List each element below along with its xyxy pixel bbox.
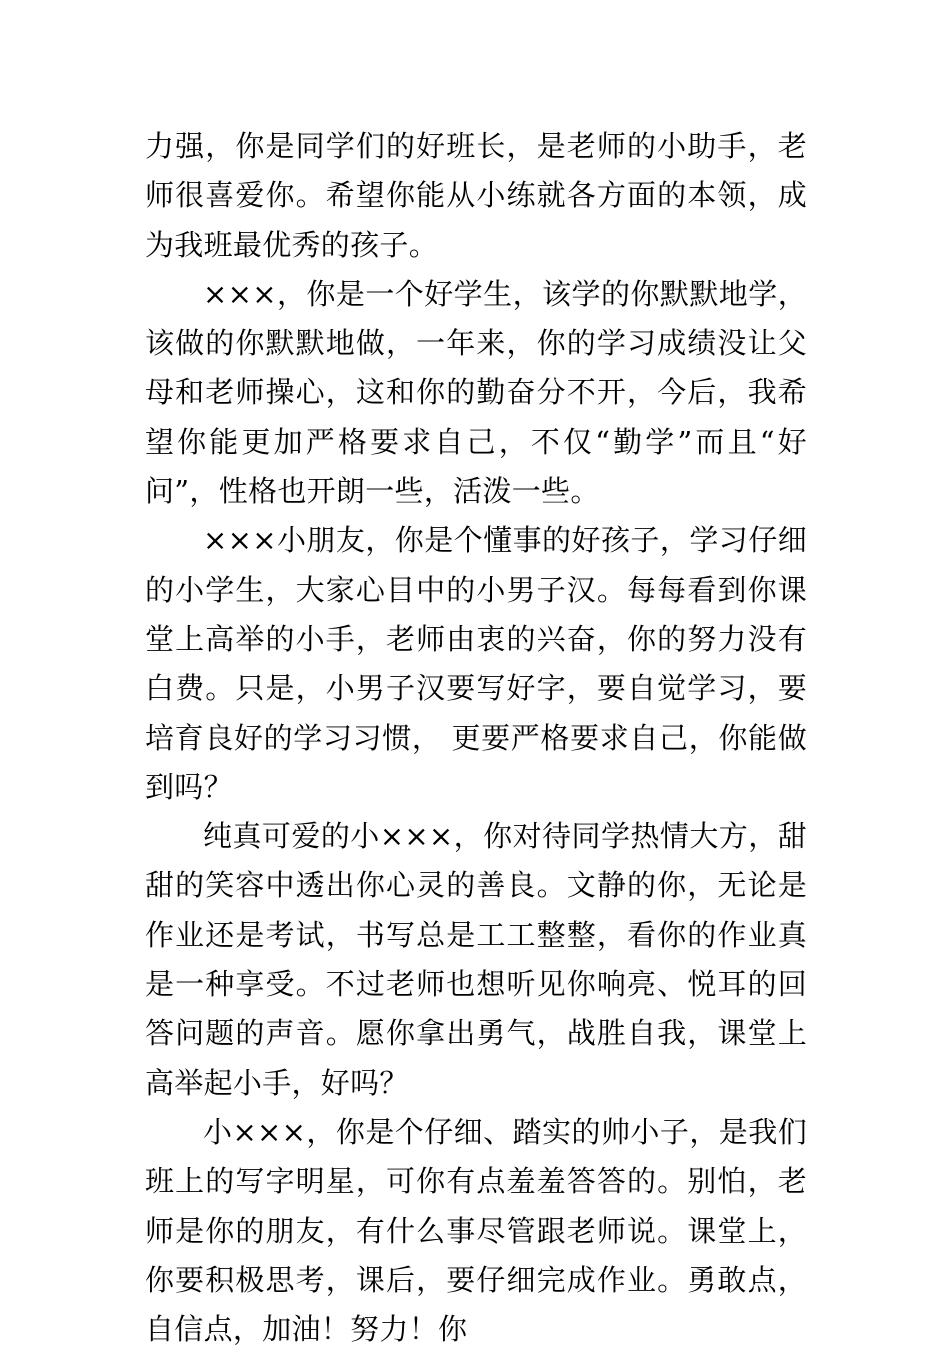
- paragraph-comment-2: ×××，你是一个好学生，该学的你默默地学，该做的你默默地做，一年来，你的学习成绩没让父母和老师操心，这和你的勤奋分不开，今后，我希望你能更加严格要求自己，不仅“勤学”而且“好问”，性格也开朗一些，活泼一些。: [145, 276, 807, 509]
- paragraph-continued: 力强，你是同学们的好班长，是老师的小助手，老师很喜爱你。希望你能从小练就各方面的本领，成为我班最优秀的孩子。: [145, 129, 807, 262]
- paragraph-comment-4: 纯真可爱的小×××，你对待同学热情大方，甜甜的笑容中透出你心灵的善良。文静的你，无论是作业还是考试，书写总是工工整整，看你的作业真是一种享受。不过老师也想听见你响亮、悦耳的回答问题的声音。愿你拿出勇气，战胜自我，课堂上高举起小手，好吗？: [145, 819, 807, 1100]
- document-body: [145, 122, 807, 1354]
- paragraph-comment-3: ×××小朋友，你是个懂事的好孩子，学习仔细的小学生，大家心目中的小男子汉。每每看到你课堂上高举的小手，老师由衷的兴奋，你的努力没有白费。只是，小男子汉要写好字，要自觉学习，要培育良好的学习习惯， 更要严格要求自己，你能做到吗？: [145, 523, 807, 804]
- paragraph-comment-5: 小×××，你是个仔细、踏实的帅小子，是我们班上的写字明星，可你有点羞羞答答的。别怕，老师是你的朋友，有什么事尽管跟老师说。课堂上，你要积极思考，课后，要仔细完成作业。勇敢点，自信点，加油！努力！你: [145, 1114, 807, 1347]
